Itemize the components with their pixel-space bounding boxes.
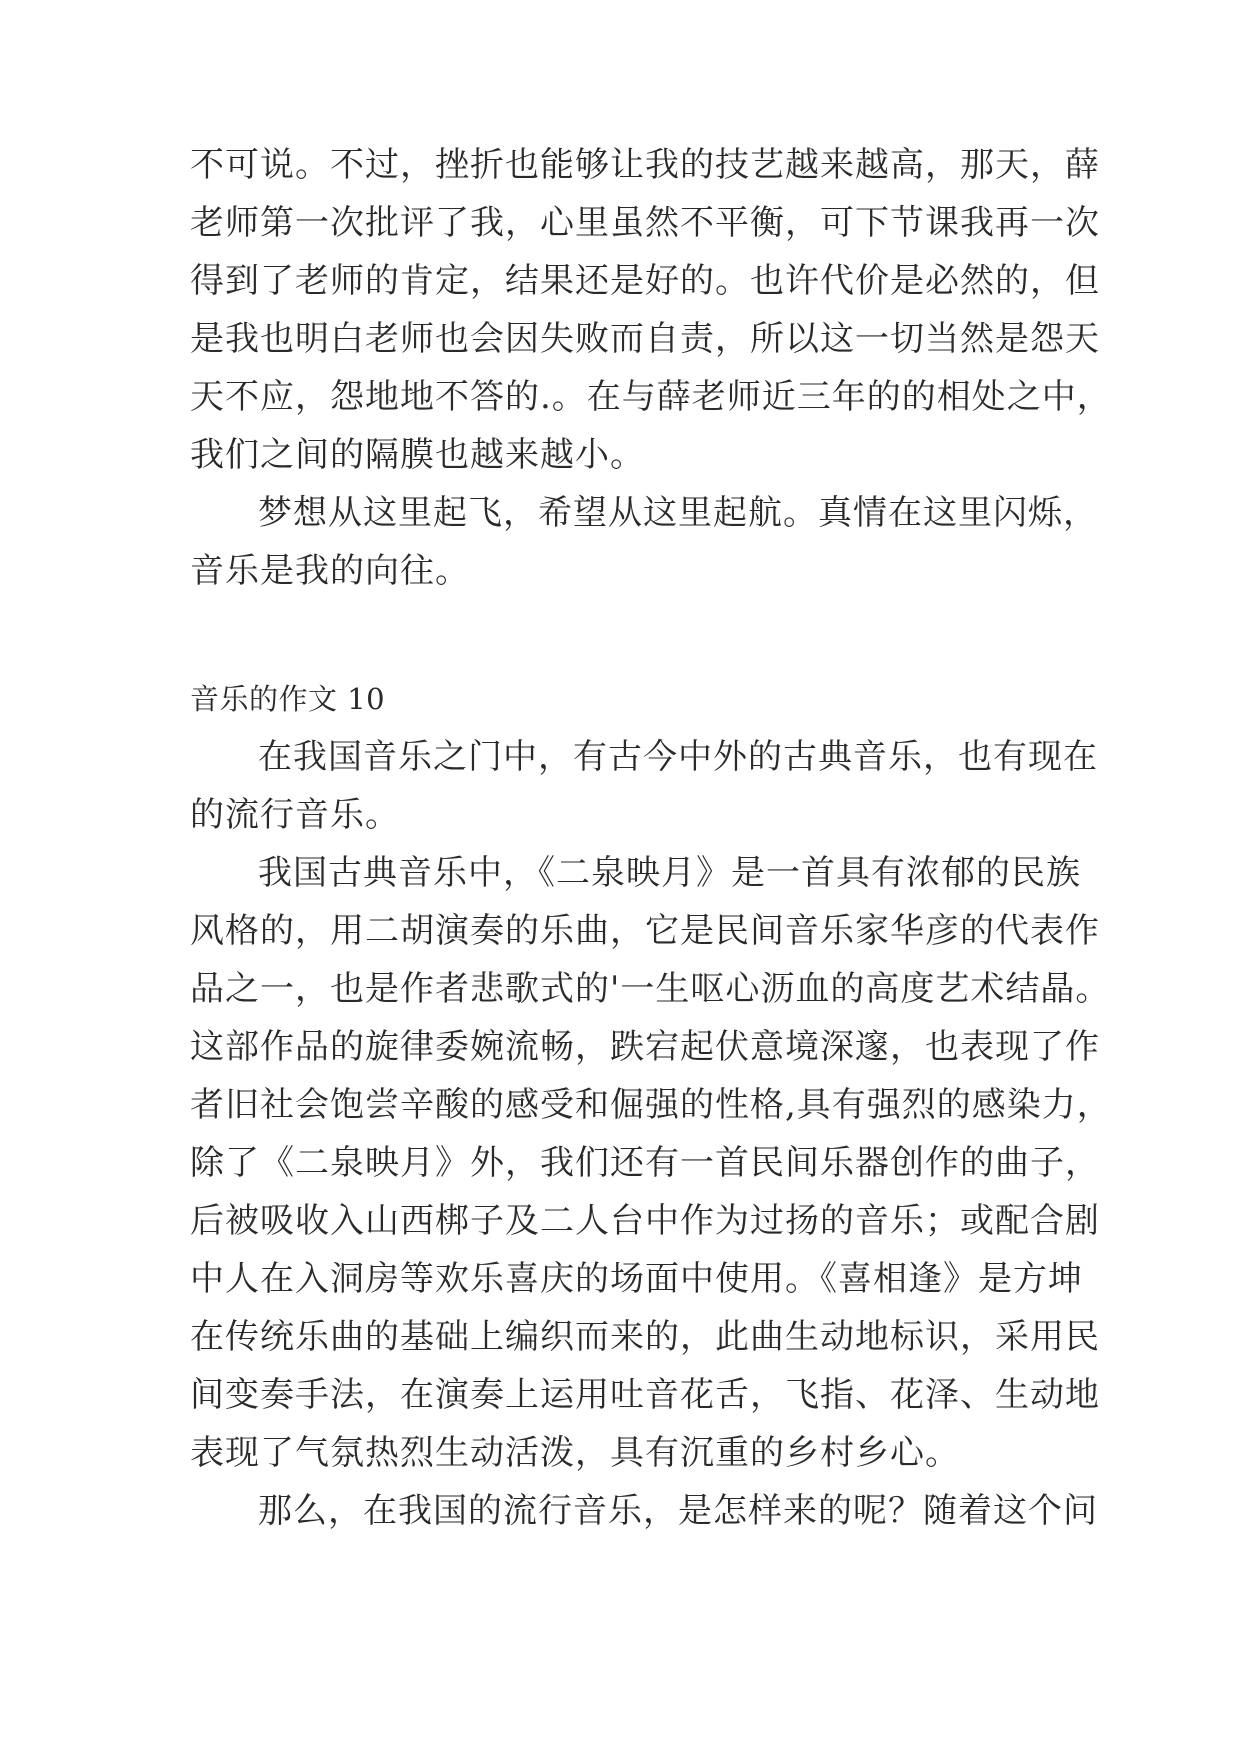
text-line: 间变奏手法，在演奏上运用吐音花舌，飞指、花泽、生动地 [190,1375,1100,1415]
text-line: 后被吸收入山西梆子及二人台中作为过扬的音乐；或配合剧 [190,1201,1100,1241]
text-line: 中人在入洞房等欢乐喜庆的场面中使用。《喜相逢》是方坤 [190,1259,1083,1299]
text-line: 我们之间的隔膜也越来越小。 [190,435,645,475]
text-line: 这部作品的旋律委婉流畅，跌宕起伏意境深邃，也表现了作 [190,1027,1100,1067]
text-line: 表现了气氛热烈生动活泼，具有沉重的乡村乡心。 [190,1433,960,1473]
text-line: 那么，在我国的流行音乐，是怎样来的呢？随着这个问 [258,1491,1098,1531]
text-line: 品之一，也是作者悲歌式的'一生呕心沥血的高度艺术结晶。 [190,969,1111,1009]
text-line: 老师第一次批评了我，心里虽然不平衡，可下节课我再一次 [190,203,1100,243]
section-title: 音乐的作文 10 [190,682,386,716]
text-line: 天不应，怨地地不答的.。在与薛老师近三年的的相处之中， [190,377,1112,417]
text-line: 在传统乐曲的基础上编织而来的，此曲生动地标识，采用民 [190,1317,1100,1357]
text-line: 风格的，用二胡演奏的乐曲，它是民间音乐家华彦的代表作 [190,911,1100,951]
text-line: 梦想从这里起飞，希望从这里起航。真情在这里闪烁， [258,493,1098,533]
text-line: 我国古典音乐中，《二泉映月》是一首具有浓郁的民族 [258,853,1081,893]
text-line: 是我也明白老师也会因失败而自责，所以这一切当然是怨天 [190,319,1100,359]
text-line: 不可说。不过，挫折也能够让我的技艺越来越高，那天，薛 [190,145,1100,185]
text-line: 得到了老师的肯定，结果还是好的。也许代价是必然的，但 [190,261,1100,301]
text-line: 音乐是我的向往。 [190,551,470,591]
text-line: 的流行音乐。 [190,795,400,835]
text-line: 在我国音乐之门中，有古今中外的古典音乐，也有现在 [258,737,1098,777]
text-line: 者旧社会饱尝辛酸的感受和倔强的性格,具有强烈的感染力， [190,1085,1112,1125]
text-line: 除了《二泉映月》外，我们还有一首民间乐器创作的曲子， [190,1143,1100,1183]
